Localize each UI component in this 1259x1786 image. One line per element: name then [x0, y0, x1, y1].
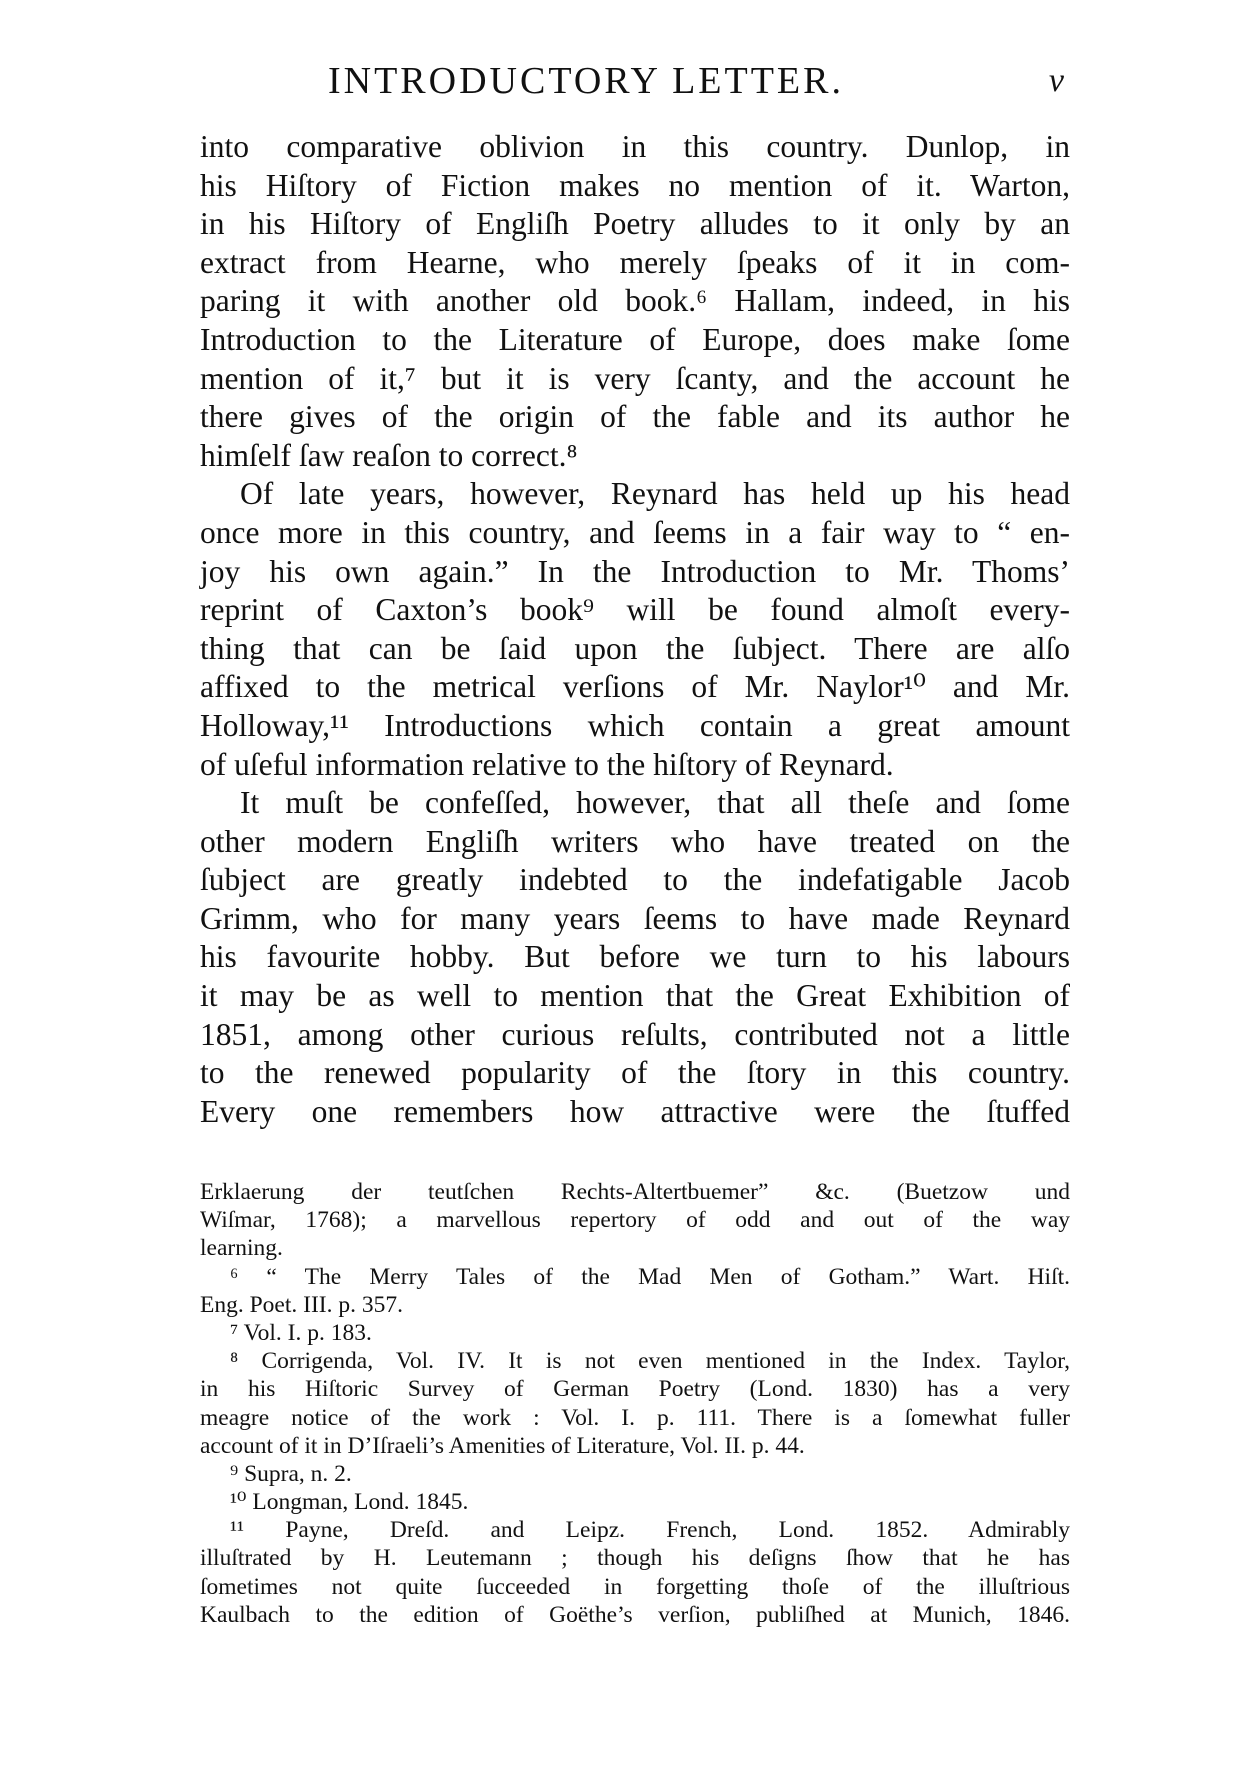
text-line: in his Hiſtory of Engliſh Poetry alludes to it only by an — [200, 206, 1070, 242]
text-line: 1851, among other curious reſults, contributed not a little — [200, 1016, 1070, 1052]
footnote-line: in his Hiſtoric Survey of German Poetry (Lond. 1830) has a very — [200, 1376, 1070, 1403]
text-line: of uſeful information relative to the hiſtory of Reynard. — [200, 746, 894, 782]
text-line: reprint of Caxton’s book⁹ will be found almoſt every- — [200, 592, 1070, 628]
text-line: affixed to the metrical verſions of Mr. Naylor¹⁰ and Mr. — [200, 669, 1070, 705]
footnote-line: ¹⁰ Longman, Lond. 1845. — [230, 1489, 469, 1516]
text-line: his favourite hobby. But before we turn to his labours — [200, 939, 1070, 975]
text-line: extract from Hearne, who merely ſpeaks of it in com- — [200, 244, 1070, 280]
footnote-line: Eng. Poet. III. p. 357. — [200, 1291, 403, 1318]
page-number: v — [1048, 62, 1064, 99]
text-line: It muſt be confeſſed, however, that all theſe and ſome — [240, 785, 1070, 821]
text-line: himſelf ſaw reaſon to correct.⁸ — [200, 437, 578, 473]
page-title: INTRODUCTORY LETTER. — [328, 60, 844, 102]
footnote-line: ⁷ Vol. I. p. 183. — [230, 1319, 372, 1346]
text-line: Every one remembers how attractive were the ſtuffed — [200, 1093, 1070, 1129]
text-line: joy his own again.” In the Introduction to Mr. Thoms’ — [200, 553, 1070, 589]
text-line: to the renewed popularity of the ſtory in this country. — [200, 1055, 1070, 1091]
text-line: Holloway,¹¹ Introductions which contain a great amount — [200, 707, 1070, 743]
footnote-line: ¹¹ Payne, Dreſd. and Leipz. French, Lond. 1852. Admirably — [230, 1517, 1070, 1544]
text-line: Grimm, who for many years ſeems to have made Reynard — [200, 900, 1070, 936]
text-line: it may be as well to mention that the Great Exhibition of — [200, 978, 1070, 1014]
text-line: once more in this country, and ſeems in a fair way to “ en- — [200, 514, 1070, 550]
text-line: Of late years, however, Reynard has held up his head — [240, 476, 1070, 512]
text-line: ſubject are greatly indebted to the indefatigable Jacob — [200, 862, 1070, 898]
footnote-line: Wiſmar, 1768); a marvellous repertory of odd and out of the way — [200, 1207, 1070, 1234]
text-line: paring it with another old book.⁶ Hallam, indeed, in his — [200, 283, 1070, 319]
footnote-line: ⁶ “ The Merry Tales of the Mad Men of Gotham.” Wart. Hiſt. — [230, 1263, 1070, 1290]
footnote-line: learning. — [200, 1235, 283, 1262]
main-text — [200, 128, 1070, 1131]
footnote-line: illuſtrated by H. Leutemann ; though his deſigns ſhow that he has — [200, 1545, 1070, 1572]
footnote-line: Kaulbach to the edition of Goëthe’s verſion, publiſhed at Munich, 1846. — [200, 1601, 1070, 1628]
footnote-line: Erklaerung der teutſchen Rechts-Altertbuemer” &c. (Buetzow und — [200, 1179, 1070, 1205]
text-line: other modern Engliſh writers who have treated on the — [200, 823, 1070, 859]
text-line: mention of it,⁷ but it is very ſcanty, and the account he — [200, 360, 1070, 396]
running-header — [200, 56, 1070, 106]
footnotes — [200, 1178, 1070, 1629]
footnote-line: ⁹ Supra, n. 2. — [230, 1460, 352, 1487]
footnote-line: meagre notice of the work : Vol. I. p. 111. There is a ſomewhat fuller — [200, 1404, 1070, 1431]
footnote-line: account of it in D’Iſraeli’s Amenities of Literature, Vol. II. p. 44. — [200, 1432, 805, 1459]
text-line: his Hiſtory of Fiction makes no mention of it. Warton, — [200, 167, 1070, 203]
footnote-line: ſometimes not quite ſucceeded in forgetting thoſe of the illuſtrious — [200, 1573, 1070, 1600]
text-line: thing that can be ſaid upon the ſubject. There are alſo — [200, 630, 1070, 666]
text-line: there gives of the origin of the fable and its author he — [200, 399, 1070, 435]
text-line: Introduction to the Literature of Europe, does make ſome — [200, 321, 1070, 357]
text-line: into comparative oblivion in this country. Dunlop, in — [200, 129, 1070, 164]
footnote-line: ⁸ Corrigenda, Vol. IV. It is not even mentioned in the Index. Taylor, — [230, 1348, 1070, 1375]
